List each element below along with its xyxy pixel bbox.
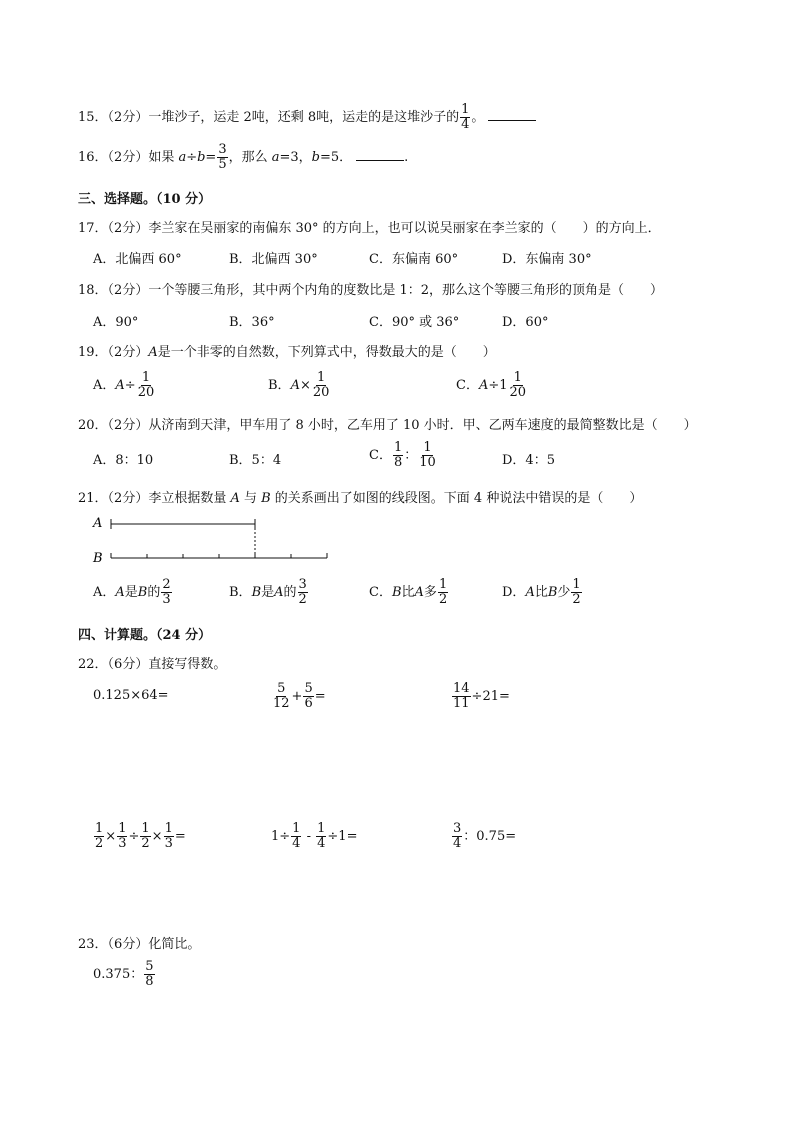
- var-A: A: [115, 585, 125, 600]
- fraction: [509, 371, 528, 400]
- q18-option-d[interactable]: D．60°: [502, 315, 549, 330]
- expr-part: ÷1=: [327, 829, 358, 844]
- frac-den: 12: [273, 696, 290, 711]
- frac-num: 1: [141, 370, 151, 385]
- q20-option-d[interactable]: D．4：5: [502, 453, 555, 468]
- var-A: A: [414, 585, 424, 600]
- label-b: B: [93, 551, 103, 566]
- q21-option-c[interactable]: [369, 578, 449, 607]
- frac-num: 3: [298, 577, 307, 592]
- question-21: [78, 487, 642, 506]
- section-heading-3: 三、选择题。（10 分）: [78, 192, 212, 207]
- q16-rest1: =3，: [279, 150, 312, 165]
- operator: =: [174, 829, 186, 844]
- fraction: [316, 822, 326, 851]
- frac-den: 20: [509, 385, 527, 400]
- q17-option-c[interactable]: C．东偏南 60°: [369, 252, 459, 267]
- fraction: [438, 578, 448, 607]
- q18-option-b[interactable]: B．36°: [229, 315, 275, 330]
- q18-option-c[interactable]: C．90° 或 36°: [369, 315, 460, 330]
- frac-den: 5: [218, 157, 227, 172]
- q17-option-b[interactable]: B．北偏西 30°: [229, 252, 318, 267]
- question-22: 22．（6分）直接写得数。: [78, 657, 227, 672]
- question-17: 17．（2分）李兰家在吴丽家的南偏东 30° 的方向上，也可以说吴丽家在李兰家的（ ）的方向上．: [78, 221, 661, 236]
- question-23: 23．（6分）化简比。: [78, 937, 201, 952]
- frac-num: 1: [461, 102, 470, 117]
- word: 少: [557, 585, 571, 600]
- q20-option-b[interactable]: B．5：4: [229, 453, 282, 468]
- q19-option-c[interactable]: [456, 371, 528, 400]
- q23-expr: [93, 960, 156, 989]
- option-letter: B．: [268, 378, 291, 393]
- word: 的: [147, 585, 161, 600]
- expr-rest: ：0.75=: [463, 829, 517, 844]
- var-b: b: [311, 150, 320, 165]
- frac-den: 11: [453, 696, 470, 711]
- frac-den: 4: [292, 836, 301, 851]
- q18-option-a[interactable]: A．90°: [93, 315, 139, 330]
- option-letter: B．: [229, 585, 252, 600]
- word: 比: [534, 585, 548, 600]
- q22-expr-6: [451, 822, 516, 851]
- fraction: [393, 441, 403, 470]
- frac-num: 3: [218, 142, 227, 157]
- frac-den: 2: [298, 592, 307, 607]
- var-B: B: [391, 585, 402, 600]
- word: 比: [401, 585, 415, 600]
- section-heading-4: 四、计算题。（24 分）: [78, 628, 212, 643]
- q16-fraction: [217, 143, 227, 172]
- expr-part: 0.375：: [93, 967, 144, 982]
- operator: =: [314, 689, 326, 704]
- frac-den: 4: [317, 836, 326, 851]
- var-B: B: [137, 585, 148, 600]
- q22-expr-3: [451, 682, 510, 711]
- frac-num: 1: [572, 577, 581, 592]
- q21-text-b: 与: [239, 491, 262, 506]
- var-B: B: [261, 491, 271, 506]
- frac-den: 2: [141, 836, 150, 851]
- answer-blank[interactable]: [488, 110, 536, 121]
- q19-text: 是一个非零的自然数，下列算式中，得数最大的是（ ）: [157, 345, 496, 360]
- frac-den: 2: [95, 836, 104, 851]
- q19-label: 19．（2分）: [78, 345, 149, 360]
- fraction: [418, 441, 437, 470]
- word: 的: [283, 585, 297, 600]
- q21-option-d[interactable]: [502, 578, 583, 607]
- var-A: A: [148, 345, 158, 360]
- var-B: B: [251, 585, 262, 600]
- question-18: 18．（2分）一个等腰三角形，其中两个内角的度数比是 1：2，那么这个等腰三角形的顶角是（ ）: [78, 283, 663, 298]
- q20-option-c[interactable]: [369, 441, 438, 470]
- var-B: B: [547, 585, 558, 600]
- frac-den: 2: [438, 592, 448, 607]
- frac-num: 1: [393, 440, 403, 455]
- frac-den: 4: [453, 836, 462, 851]
- operator: ÷: [124, 378, 136, 393]
- q16-mid: ，那么: [228, 150, 272, 165]
- frac-num: 1: [164, 821, 173, 836]
- frac-num: 1: [292, 821, 301, 836]
- q21-option-b[interactable]: [229, 578, 309, 607]
- frac-den: 10: [419, 455, 436, 470]
- operator: ÷1: [488, 378, 508, 393]
- var-a: a: [271, 150, 280, 165]
- fraction: [140, 822, 150, 851]
- q21-option-a[interactable]: [93, 578, 173, 607]
- word: 多: [423, 585, 437, 600]
- fraction: [303, 682, 313, 711]
- frac-den: 3: [162, 592, 171, 607]
- option-letter: C．: [369, 585, 392, 600]
- option-letter: D．: [502, 585, 526, 600]
- fraction: [571, 578, 581, 607]
- frac-num: 5: [145, 959, 154, 974]
- fraction: [164, 822, 174, 851]
- frac-den: 8: [145, 974, 154, 989]
- fraction: [291, 822, 301, 851]
- frac-num: 1: [423, 440, 432, 455]
- operator: +: [291, 689, 303, 704]
- q16-end: .: [404, 150, 409, 165]
- fraction: [144, 960, 154, 989]
- frac-num: 2: [162, 577, 171, 592]
- q19-option-b[interactable]: [268, 371, 331, 400]
- fraction: [452, 822, 462, 851]
- fraction: [161, 578, 171, 607]
- frac-den: 4: [461, 117, 470, 132]
- fraction: [137, 371, 156, 400]
- question-16: [78, 143, 408, 172]
- q16-expr: a÷b=: [178, 150, 217, 165]
- question-15: [78, 103, 536, 132]
- frac-num: 14: [453, 681, 470, 696]
- q15-fraction: [460, 103, 470, 132]
- frac-den: 6: [304, 696, 313, 711]
- label-a: A: [93, 516, 103, 531]
- operator: -: [302, 829, 316, 844]
- frac-num: 1: [316, 370, 326, 385]
- frac-den: 3: [164, 836, 173, 851]
- question-19: [78, 341, 496, 360]
- operator: ×: [299, 378, 311, 393]
- var-A: A: [274, 585, 284, 600]
- var-A: A: [525, 585, 535, 600]
- fraction: [117, 822, 127, 851]
- frac-num: 3: [453, 821, 462, 836]
- var-A: A: [115, 378, 125, 393]
- frac-den: 8: [393, 455, 403, 470]
- q20-option-a[interactable]: A．8：10: [93, 453, 154, 468]
- q21-text-c: 的关系画出了如图的线段图。下面 4 种说法中错误的是（ ）: [270, 491, 643, 506]
- q22-expr-5: [271, 822, 357, 851]
- segment-b-ticks: [111, 553, 327, 558]
- var-A: A: [230, 491, 240, 506]
- q16-text: 16．（2分）如果: [78, 150, 179, 165]
- ratio-sep: ：: [404, 448, 418, 463]
- fraction: [312, 371, 331, 400]
- q15-text: 15．（2分）一堆沙子，运走 2吨，还剩 8吨，运走的是这堆沙子的: [78, 110, 460, 125]
- frac-num: 1: [118, 821, 127, 836]
- fraction: [272, 682, 291, 711]
- fraction: [452, 682, 471, 711]
- operator: ×: [105, 829, 117, 844]
- word: 是: [261, 585, 275, 600]
- q22-expr-4: [93, 822, 186, 851]
- frac-num: 5: [277, 681, 286, 696]
- q17-option-d[interactable]: D．东偏南 30°: [502, 252, 592, 267]
- frac-den: 20: [137, 385, 155, 400]
- q17-option-a[interactable]: A．北偏西 60°: [93, 252, 182, 267]
- fraction: [298, 578, 308, 607]
- q22-expr-1: 0.125×64=: [93, 688, 169, 703]
- word: 是: [124, 585, 138, 600]
- var-A: A: [290, 378, 300, 393]
- q19-option-a[interactable]: [93, 371, 156, 400]
- option-letter: A．: [93, 378, 116, 393]
- q22-expr-2: [271, 682, 326, 711]
- operator: ÷: [128, 829, 140, 844]
- frac-num: 1: [513, 370, 522, 385]
- frac-num: 1: [317, 821, 326, 836]
- q15-suffix: 。: [471, 110, 485, 125]
- frac-num: 1: [141, 821, 150, 836]
- frac-num: 1: [438, 577, 448, 592]
- frac-num: 1: [95, 821, 104, 836]
- q16-rest2: =5．: [320, 150, 353, 165]
- answer-blank[interactable]: [356, 150, 404, 161]
- frac-den: 2: [572, 592, 581, 607]
- fraction: [94, 822, 104, 851]
- segment-diagram: [88, 513, 338, 568]
- option-letter: C．: [456, 378, 479, 393]
- frac-den: 20: [312, 385, 330, 400]
- question-20: 20．（2分）从济南到天津，甲车用了 8 小时，乙车用了 10 小时．甲、乙两车速度的最简整数比是（ ）: [78, 418, 697, 433]
- option-letter: A．: [93, 585, 116, 600]
- frac-num: 5: [304, 681, 313, 696]
- frac-den: 3: [118, 836, 127, 851]
- option-letter: C．: [369, 448, 392, 463]
- operator: ×: [151, 829, 163, 844]
- expr-part: 1÷: [271, 829, 291, 844]
- expr-rest: ÷21=: [471, 689, 510, 704]
- q21-text-a: 21．（2分）李立根据数量: [78, 491, 231, 506]
- var-A: A: [478, 378, 489, 393]
